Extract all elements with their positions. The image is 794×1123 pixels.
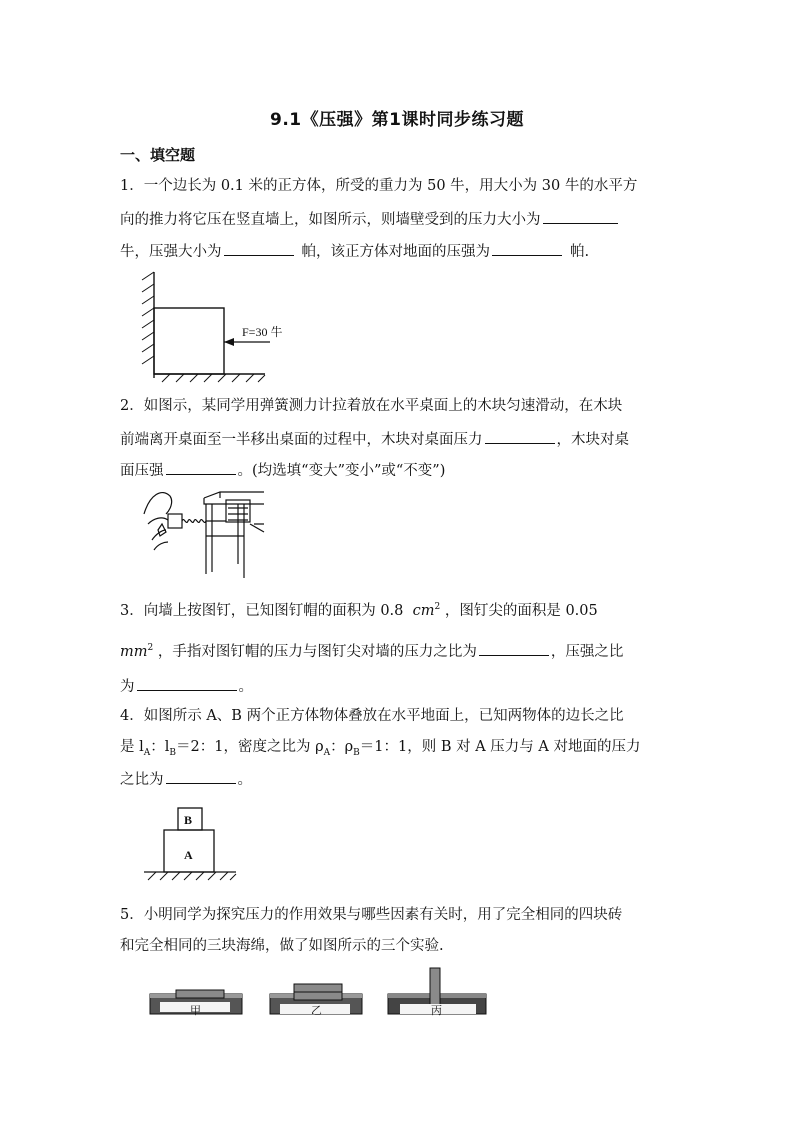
q3-text: ，手指对图钉帽的压力与图钉尖对墙的压力之比为 xyxy=(157,643,477,660)
unit-mm: mm xyxy=(120,643,148,660)
q4-line3 xyxy=(120,768,252,790)
section-heading: 一、填空题 xyxy=(120,146,196,164)
q3-text: ，图钉尖的面积是 0.05 xyxy=(444,602,598,619)
q1-text: 牛，压强大小为 xyxy=(120,244,222,260)
q5-line2: 和完全相同的三块海绵，做了如图所示的三个实验. xyxy=(120,938,444,954)
q2-line2 xyxy=(120,428,629,450)
q1-text: 帕. xyxy=(570,244,590,260)
q1-text: 向的推力将它压在竖直墙上，如图所示，则墙壁受到的压力大小为 xyxy=(120,212,541,228)
answer-blank[interactable] xyxy=(224,240,294,256)
q2-text: ，木块对桌 xyxy=(556,432,629,448)
q2-text: 前端离开桌面至一半移出桌面的过程中，木块对桌面压力 xyxy=(120,432,483,448)
label-bing: 丙 xyxy=(431,1005,442,1017)
q4-line1: 4．如图所示 A、B 两个正方体物体叠放在水平地面上，已知两物体的边长之比 xyxy=(120,708,624,724)
q3-line2 xyxy=(120,638,623,662)
unit-cm: cm xyxy=(412,602,435,619)
q4-text: ＝1：1，则 B 对 A 压力与 A 对地面的压力 xyxy=(359,739,641,755)
answer-blank[interactable] xyxy=(479,640,549,656)
q2-line3 xyxy=(120,459,445,481)
subscript-a: A xyxy=(323,747,331,758)
q2-spring-scale-table-diagram xyxy=(140,484,265,580)
q3-text: 为 xyxy=(120,679,135,695)
label-a: A xyxy=(184,848,193,862)
subscript-b: B xyxy=(169,747,177,758)
q1-line1: 1．一个边长为 0.1 米的正方体，所受的重力为 50 牛，用大小为 30 牛的水平方 xyxy=(120,178,638,194)
q1-wall-cube-diagram xyxy=(140,272,310,384)
q1-text: 帕，该正方体对地面的压强为 xyxy=(301,244,490,260)
subscript-a: A xyxy=(143,747,151,758)
q4-text: ：l xyxy=(150,739,170,755)
label-b: B xyxy=(184,813,193,827)
q2-text: 。(均选填“变大”变小”或“不变”) xyxy=(237,463,446,479)
answer-blank[interactable] xyxy=(166,768,236,784)
q4-text: 之比为 xyxy=(120,772,164,788)
answer-blank[interactable] xyxy=(543,208,618,224)
q1-line2 xyxy=(120,208,620,230)
page-title: 9.1《压强》第1课时同步练习题 xyxy=(270,110,524,130)
q3-line3 xyxy=(120,675,253,697)
q3-text: ，压强之比 xyxy=(550,643,624,660)
subscript-b: B xyxy=(353,747,360,758)
answer-blank[interactable] xyxy=(485,428,555,444)
force-label: F=30 牛 xyxy=(242,325,283,339)
q3-line1 xyxy=(120,597,598,621)
q4-text: ＝2：1，密度之比为 ρ xyxy=(176,739,324,755)
q1-line3 xyxy=(120,240,589,262)
q4-text: 。 xyxy=(237,772,252,788)
q2-text: 面压强 xyxy=(120,463,164,479)
q2-line1: 2．如图示，某同学用弹簧测力计拉着放在水平桌面上的木块匀速滑动，在木块 xyxy=(120,398,623,414)
q5-line1: 5．小明同学为探究压力的作用效果与哪些因素有关时，用了完全相同的四块砖 xyxy=(120,907,623,923)
q3-text: 3．向墙上按图钉，已知图钉帽的面积为 0.8 xyxy=(120,602,404,619)
answer-blank[interactable] xyxy=(137,675,237,691)
unit-exponent: 2 xyxy=(434,602,441,612)
answer-blank[interactable] xyxy=(166,459,236,475)
answer-blank[interactable] xyxy=(492,240,562,256)
unit-exponent: 2 xyxy=(147,643,154,653)
label-jia: 甲 xyxy=(190,1005,201,1017)
q4-text: 是 l xyxy=(120,739,144,755)
label-yi: 乙 xyxy=(311,1005,322,1017)
q4-text: ：ρ xyxy=(330,739,354,755)
q3-text: 。 xyxy=(238,679,253,695)
q4-line2 xyxy=(120,737,640,763)
